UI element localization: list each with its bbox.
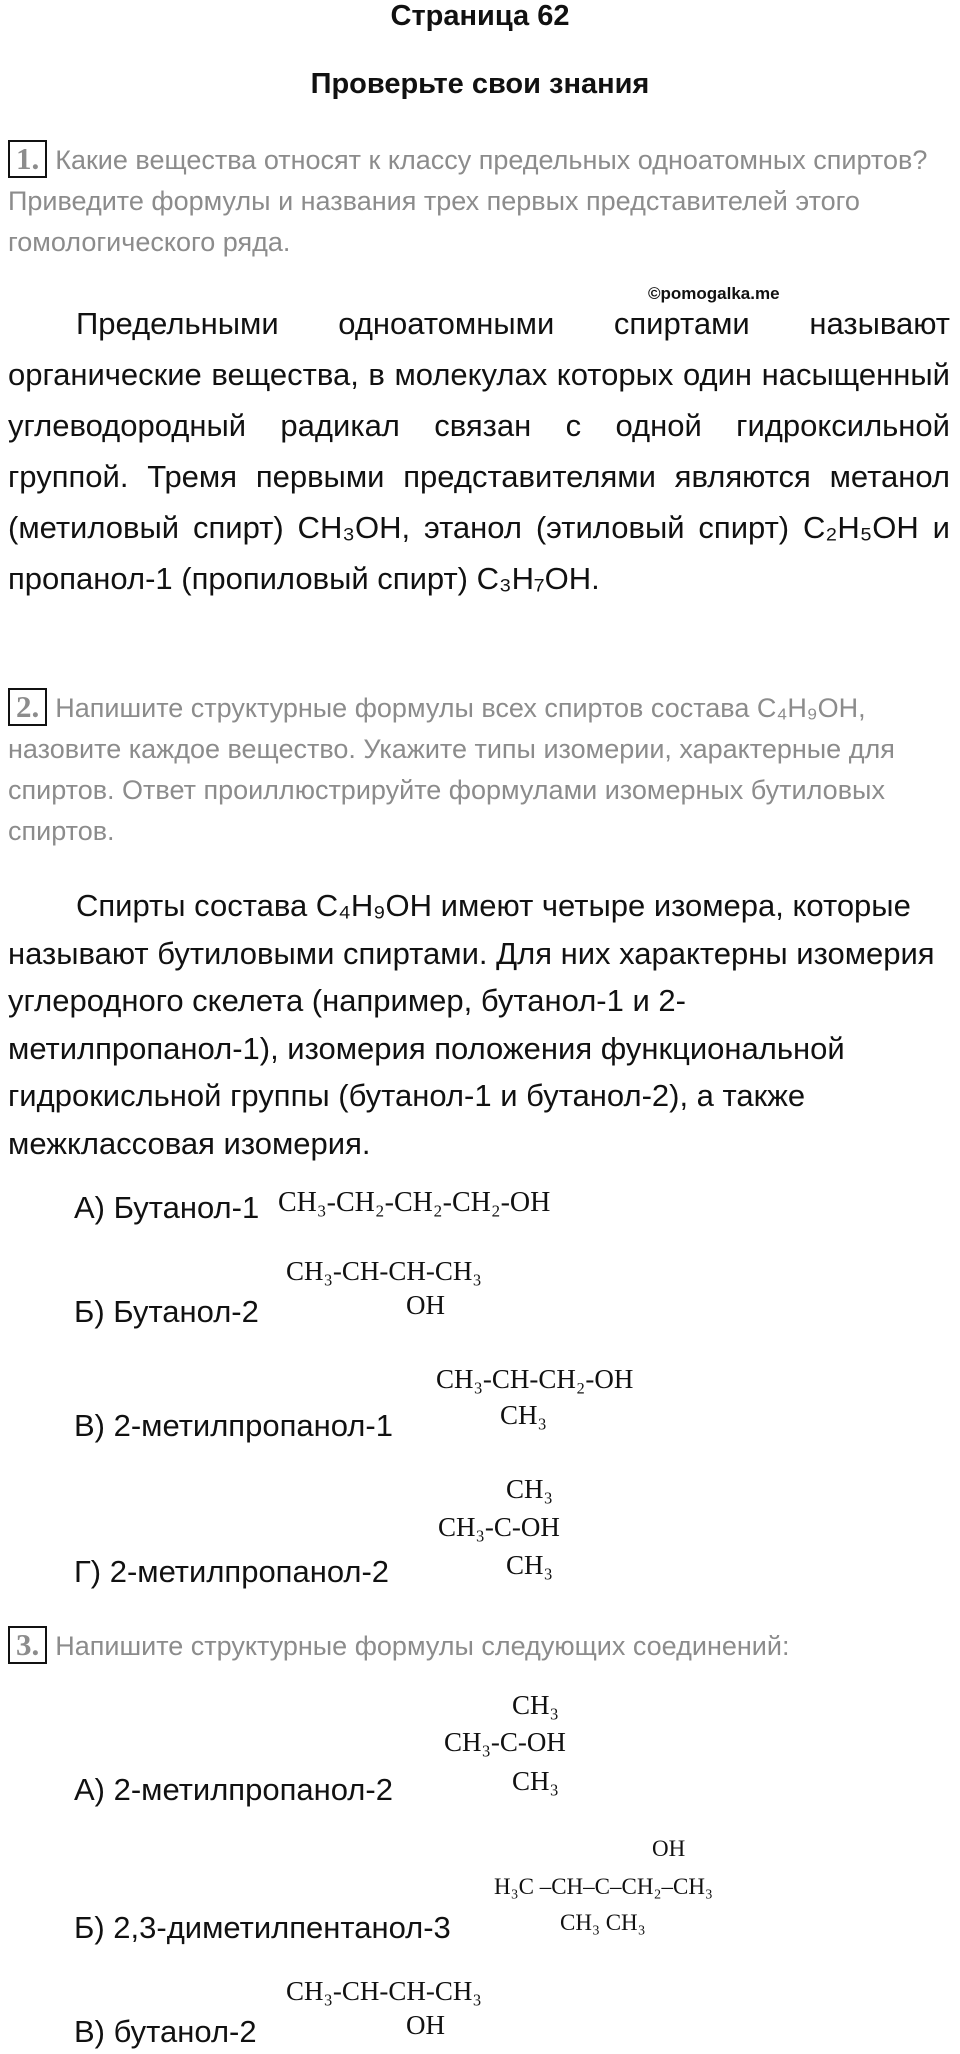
question-number-1: 1. bbox=[8, 140, 47, 178]
question-2-text: Напишите структурные формулы всех спиртов состава C₄H₉OH, назовите каждое вещество. Укажите типы изомерии, характерные для спиртов. Ответ проиллюстрируйте формулами изомерных бутиловых спиртов. bbox=[8, 693, 895, 846]
isomer-g-formula: CH₃-C-OH bbox=[438, 1512, 560, 1542]
compound-v-formula: CH₃-CH-CH-CH₃ bbox=[286, 1976, 482, 2006]
answer-2 bbox=[8, 882, 950, 1167]
isomer-b-formula-sub: OH bbox=[406, 1290, 445, 1320]
compound-a-formula-top: CH₃ bbox=[512, 1690, 559, 1720]
compound-b-formula: H₃C –CH–C–CH₂–CH₃ bbox=[494, 1874, 713, 1899]
compound-b-label: Б) 2,3-диметилпентанол-3 bbox=[74, 1910, 451, 1945]
answer-2-text: Спирты состава C₄H₉OH имеют четыре изомера, которые называют бутиловыми спиртами. Для них характерны изомерия углеродного скелета (например, бутанол-1 и 2-метилпропанол-1), изомерия положения функциональной гидрокисльной группы (бутанол-1 и бутанол-2), а также межклассовая изомерия. bbox=[8, 888, 935, 1161]
compound-b-formula-top: OH bbox=[652, 1836, 686, 1861]
section-title: Проверьте свои знания bbox=[310, 68, 650, 100]
answer-1 bbox=[8, 298, 950, 604]
isomer-g-formula-top: CH₃ bbox=[506, 1474, 553, 1504]
isomer-g-formula-sub: CH₃ bbox=[506, 1550, 553, 1580]
question-1-text: Какие вещества относят к классу предельных одноатомных спиртов? Приведите формулы и названия трех первых представителей этого гомологического ряда. bbox=[8, 145, 928, 257]
watermark: ©pomogalka.me bbox=[648, 284, 780, 303]
question-1 bbox=[8, 140, 948, 263]
page-title: Страница 62 bbox=[390, 0, 570, 32]
isomer-v-formula: CH₃-CH-CH₂-OH bbox=[436, 1364, 634, 1394]
compound-v-formula-sub: OH bbox=[406, 2010, 445, 2040]
isomer-v-formula-sub: CH₃ bbox=[500, 1400, 547, 1430]
question-2 bbox=[8, 688, 948, 852]
isomer-a-label: А) Бутанол-1 bbox=[74, 1190, 260, 1225]
answer-1-text: Предельными одноатомными спиртами называют органические вещества, в молекулах которых один насыщенный углеводородный радикал связан с одной гидроксильной группой. Тремя первыми представителями являются метанол (метиловый спирт) CH₃OH, этанол (этиловый спирт) C₂H₅OH и пропанол-1 (пропиловый спирт) C₃H₇OH. bbox=[8, 306, 950, 596]
isomer-a-formula: CH₃-CH₂-CH₂-CH₂-OH bbox=[278, 1187, 551, 1218]
compound-v-label: В) бутанол-2 bbox=[74, 2014, 257, 2049]
compound-a-formula: CH₃-C-OH bbox=[444, 1727, 566, 1757]
compound-a-label: А) 2-метилпропанол-2 bbox=[74, 1772, 393, 1807]
isomer-b-label: Б) Бутанол-2 bbox=[74, 1294, 259, 1329]
compound-a-formula-sub: CH₃ bbox=[512, 1766, 559, 1796]
question-3 bbox=[8, 1626, 948, 1667]
question-3-text: Напишите структурные формулы следующих соединений: bbox=[55, 1631, 790, 1661]
isomer-b-formula: CH₃-CH-CH-CH₃ bbox=[286, 1256, 482, 1286]
compound-b-formula-sub: CH₃ CH₃ bbox=[560, 1910, 646, 1935]
question-number-3: 3. bbox=[8, 1626, 47, 1664]
isomer-v-label: В) 2-метилпропанол-1 bbox=[74, 1408, 393, 1443]
question-number-2: 2. bbox=[8, 688, 47, 726]
isomer-g-label: Г) 2-метилпропанол-2 bbox=[74, 1554, 390, 1589]
